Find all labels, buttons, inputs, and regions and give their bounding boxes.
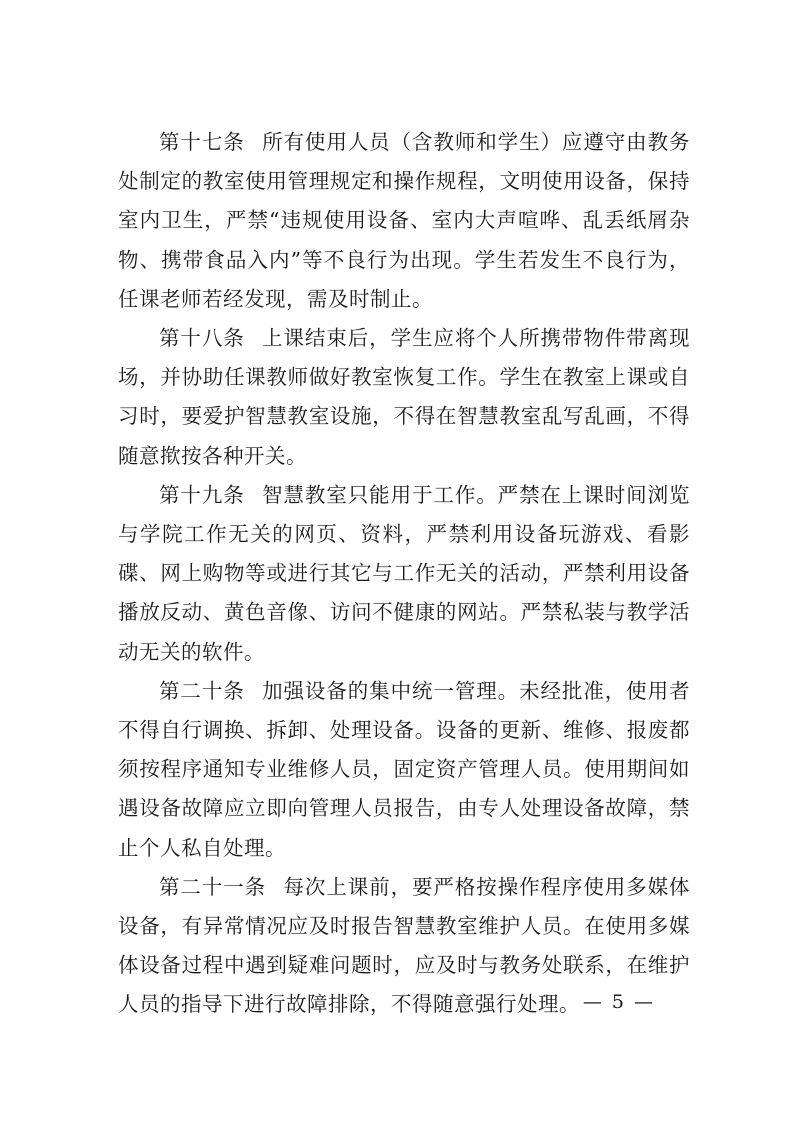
article-text: 上课结束后，学生应将个人所携带物件带离现场，并协助任课教师做好教室恢复工作。学生在教室上课或自习时，要爱护智慧教室设施，不得在智慧教室乱写乱画，不得随意揿按各种开关。 <box>118 326 691 468</box>
article-18 <box>118 319 690 476</box>
article-text: 智慧教室只能用于工作。严禁在上课时间浏览与学院工作无关的网页、资料，严禁利用设备玩游戏、看影碟、网上购物等或进行其它与工作无关的活动，严禁利用设备播放反动、黄色音像、访问不健康的网站。严禁私装与教学活动无关的软件。 <box>118 482 691 664</box>
article-number: 第十九条 <box>159 482 245 507</box>
article-text: 所有使用人员（含教师和学生）应遵守由教务处制定的教室使用管理规定和操作规程，文明使用设备，保持室内卫生，严禁“违规使用设备、室内大声喧哗、乱丢纸屑杂物、携带食品入内”等不良行为出现。学生若发生不良行为，任课老师若经发现，需及时制止。 <box>118 130 691 311</box>
article-number: 第二十一条 <box>159 874 267 899</box>
article-number: 第十八条 <box>159 326 245 351</box>
page-number: — 5 — <box>582 991 655 1013</box>
article-20 <box>118 672 690 868</box>
article-number: 第二十条 <box>159 678 245 703</box>
article-17 <box>118 123 690 319</box>
article-number: 第十七条 <box>159 130 245 154</box>
article-text: 每次上课前，要严格按操作程序使用多媒体设备，有异常情况应及时报告智慧教室维护人员。在使用多媒体设备过程中遇到疑难问题时，应及时与教务处联系，在维护人员的指导下进行故障排除，不得随意强行处理。 <box>118 874 691 1017</box>
article-text: 加强设备的集中统一管理。未经批准，使用者不得自行调换、拆卸、处理设备。设备的更新、维修、报废都须按程序通知专业维修人员，固定资产管理人员。使用期间如遇设备故障应立即向管理人员报告，由专人处理设备故障，禁止个人私自处理。 <box>118 678 691 860</box>
article-19 <box>118 476 690 672</box>
document-body <box>118 123 690 1025</box>
